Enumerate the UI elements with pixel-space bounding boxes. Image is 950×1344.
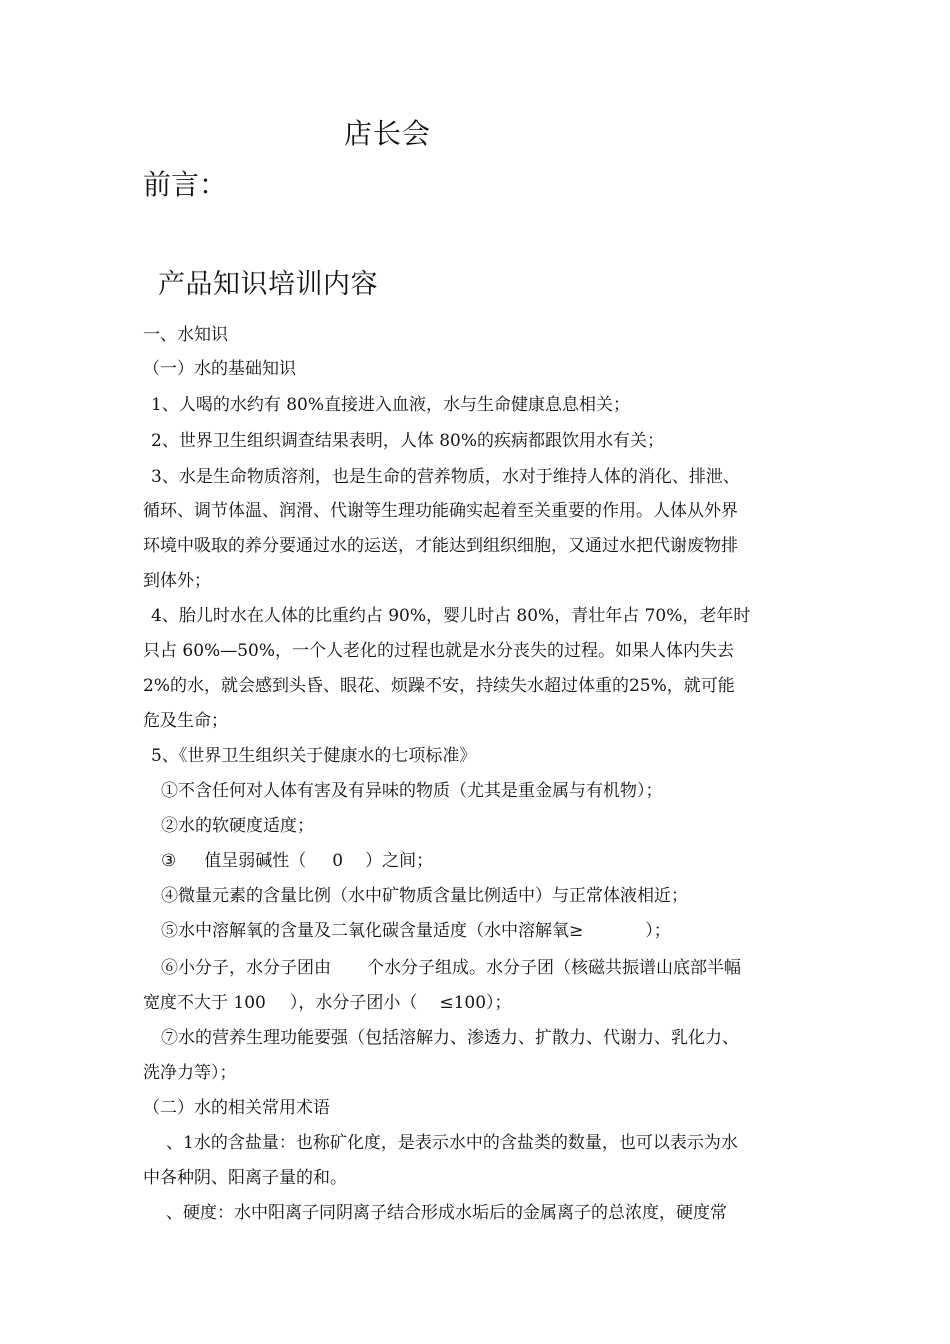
paragraph-line: 3、水是生命物质溶剂，也是生命的营养物质，水对于维持人体的消化、排泄、 bbox=[151, 467, 740, 487]
paragraph-line: 4、胎儿时水在人体的比重约占 90%，婴儿时占 80%，青壮年占 70%，老年时 bbox=[151, 606, 751, 626]
paragraph-line bbox=[143, 992, 512, 1014]
paragraph-line: 、1水的含盐量：也称矿化度，是表示水中的含盐类的数量，也可以表示为水 bbox=[166, 1133, 738, 1153]
paragraph-line: 危及生命； bbox=[143, 711, 228, 731]
subheading-terms: （二）水的相关常用术语 bbox=[143, 1098, 330, 1118]
paragraph-line bbox=[161, 920, 671, 942]
line-segment: ），水分子团小（ bbox=[289, 993, 418, 1013]
paragraph-line: ①不含任何对人体有害及有异味的物质（尤其是重金属与有机物）； bbox=[161, 781, 663, 801]
paragraph-line: ④微量元素的含量比例（水中矿物质含量比例适中）与正常体液相近； bbox=[161, 886, 688, 906]
paragraph-line: ②水的软硬度适度； bbox=[161, 816, 314, 836]
doc-title: 店长会 bbox=[344, 117, 432, 150]
section-title: 产品知识培训内容 bbox=[158, 269, 378, 300]
paragraph-line: 1、人喝的水约有 80%直接进入血液，水与生命健康息息相关； bbox=[151, 395, 631, 415]
line-segment: ⑥小分子，水分子团由 bbox=[161, 958, 331, 978]
paragraph-line: 中各种阴、阳离子量的和。 bbox=[143, 1168, 347, 1188]
heading-water-knowledge: 一、水知识 bbox=[143, 325, 228, 345]
line-segment: ⑤水中溶解氧的含量及二氧化碳含量适度（水中溶解氧≥ bbox=[161, 921, 584, 941]
subheading-basic-knowledge: （一）水的基础知识 bbox=[143, 359, 296, 379]
line-segment: ）之间； bbox=[365, 851, 434, 871]
paragraph-line: 只占 60%—50%，一个人老化的过程也就是水分丧失的过程。如果人体内失去 bbox=[143, 641, 734, 661]
line-segment: 个水分子组成。水分子团（核磁共振谱山底部半幅 bbox=[367, 958, 741, 978]
paragraph-line: 、硬度：水中阳离子同阴离子结合形成水垢后的金属离子的总浓度，硬度常 bbox=[166, 1203, 727, 1223]
paragraph-line: 洗净力等）； bbox=[143, 1063, 237, 1083]
line-segment: 0 bbox=[332, 851, 344, 871]
preface-heading: 前言： bbox=[143, 168, 228, 201]
paragraph-line bbox=[161, 957, 741, 979]
line-segment: 值呈弱碱性（ bbox=[204, 851, 307, 871]
paragraph-line: ⑦水的营养生理功能要强（包括溶解力、渗透力、扩散力、代谢力、乳化力、 bbox=[161, 1028, 739, 1048]
paragraph-line bbox=[161, 850, 433, 872]
paragraph-line: 循环、调节体温、润滑、代谢等生理功能确实起着至关重要的作用。人体从外界 bbox=[143, 501, 738, 521]
line-segment: ≤100）； bbox=[439, 993, 512, 1013]
paragraph-line: 到体外； bbox=[143, 571, 211, 591]
line-segment: 宽度不大于 100 bbox=[143, 993, 266, 1013]
paragraph-line: 环境中吸取的养分要通过水的运送，才能达到组织细胞，又通过水把代谢废物排 bbox=[143, 536, 738, 556]
paragraph-line: 2、世界卫生组织调查结果表明，人体 80%的疾病都跟饮用水有关； bbox=[151, 431, 665, 451]
line-segment: ）； bbox=[645, 921, 671, 941]
paragraph-line: 2%的水，就会感到头昏、眼花、烦躁不安，持续失水超过体重的25%，就可能 bbox=[143, 676, 735, 696]
line-segment: ③ bbox=[161, 851, 177, 871]
paragraph-line: 5、《世界卫生组织关于健康水的七项标准》 bbox=[151, 746, 477, 766]
